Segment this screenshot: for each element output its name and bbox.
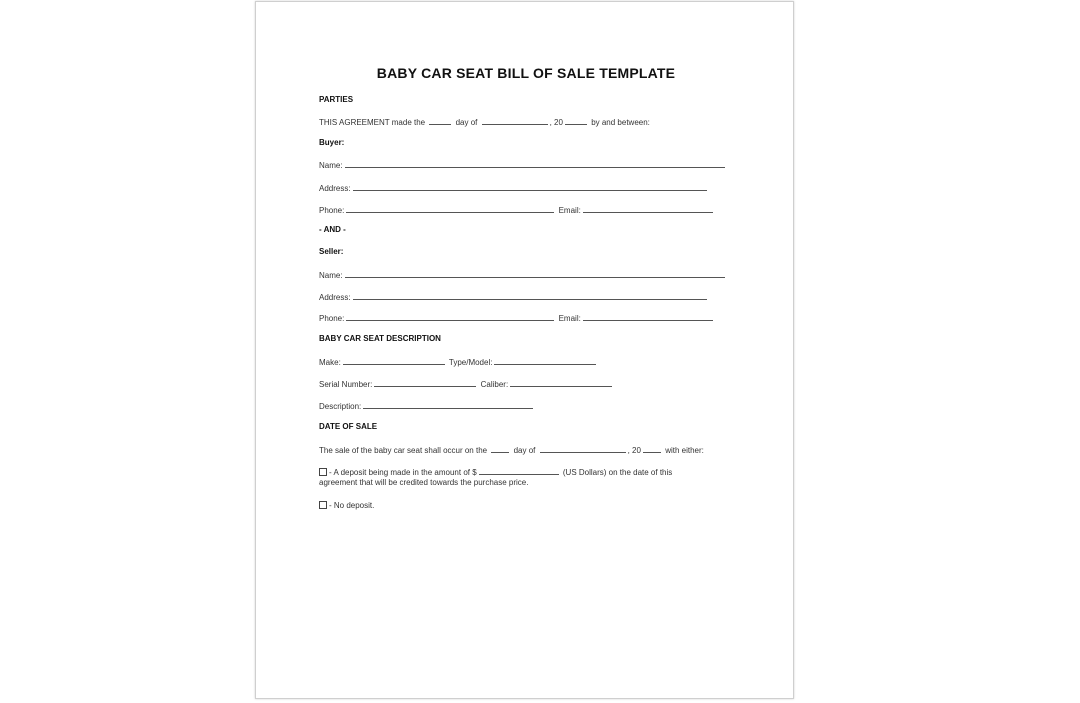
and-separator: - AND - xyxy=(319,225,346,234)
seller-address-field[interactable] xyxy=(353,291,707,300)
buyer-phone-label: Phone: xyxy=(319,206,345,215)
sale-day-label: day of xyxy=(513,446,536,455)
seller-email-label: Email: xyxy=(558,314,581,323)
seller-address-label: Address: xyxy=(319,293,351,302)
description-field[interactable] xyxy=(363,400,533,409)
sale-prefix: The sale of the baby car seat shall occur on the xyxy=(319,446,488,455)
no-deposit-label: - No deposit. xyxy=(329,501,375,510)
seller-phone-row xyxy=(319,312,715,324)
seller-email-field[interactable] xyxy=(583,312,713,321)
buyer-name-field[interactable] xyxy=(345,159,725,168)
buyer-name-label: Name: xyxy=(319,161,343,170)
agreement-prefix: THIS AGREEMENT made the xyxy=(319,118,426,127)
seller-address-row xyxy=(319,291,709,303)
seller-phone-field[interactable] xyxy=(346,312,554,321)
seller-name-field[interactable] xyxy=(345,269,725,278)
agreement-month-blank[interactable] xyxy=(482,116,548,125)
seller-phone-label: Phone: xyxy=(319,314,345,323)
sale-date-line xyxy=(319,444,704,456)
agreement-line xyxy=(319,116,650,128)
make-label: Make: xyxy=(319,358,341,367)
buyer-name-row xyxy=(319,159,727,171)
serial-number-label: Serial Number: xyxy=(319,380,373,389)
deposit-suffix: (US Dollars) on the date of this xyxy=(562,468,673,477)
buyer-address-field[interactable] xyxy=(353,182,707,191)
description-label: Description: xyxy=(319,402,362,411)
deposit-amount-field[interactable] xyxy=(479,466,559,475)
no-deposit-checkbox[interactable] xyxy=(319,501,327,509)
agreement-suffix: by and between: xyxy=(591,118,650,127)
description-row xyxy=(319,400,535,412)
agreement-year-blank[interactable] xyxy=(565,116,587,125)
no-deposit-option xyxy=(319,501,374,511)
date-of-sale-heading: DATE OF SALE xyxy=(319,422,378,431)
caliber-label: Caliber: xyxy=(480,380,509,389)
seller-name-row xyxy=(319,269,727,281)
sale-suffix: with either: xyxy=(665,446,704,455)
sale-year-blank[interactable] xyxy=(643,444,661,453)
type-model-field[interactable] xyxy=(494,356,596,365)
parties-heading: PARTIES xyxy=(319,95,354,104)
deposit-option-line2: agreement that will be credited towards the purchase price. xyxy=(319,478,529,487)
agreement-day-blank[interactable] xyxy=(429,116,451,125)
sale-year-label: , 20 xyxy=(627,446,641,455)
document-page xyxy=(255,1,794,699)
sale-month-blank[interactable] xyxy=(540,444,626,453)
buyer-address-label: Address: xyxy=(319,184,351,193)
caliber-field[interactable] xyxy=(510,378,612,387)
buyer-email-label: Email: xyxy=(558,206,581,215)
deposit-option-line1 xyxy=(319,466,672,478)
buyer-phone-row xyxy=(319,204,715,216)
type-model-label: Type/Model: xyxy=(448,358,493,367)
buyer-heading: Buyer: xyxy=(319,138,345,147)
description-heading: BABY CAR SEAT DESCRIPTION xyxy=(319,334,441,343)
serial-row xyxy=(319,378,614,390)
buyer-email-field[interactable] xyxy=(583,204,713,213)
seller-name-label: Name: xyxy=(319,271,343,280)
agreement-year-label: , 20 xyxy=(549,118,563,127)
make-row xyxy=(319,356,598,368)
deposit-prefix: - A deposit being made in the amount of $ xyxy=(329,468,477,477)
document-title: BABY CAR SEAT BILL OF SALE TEMPLATE xyxy=(376,65,676,81)
buyer-address-row xyxy=(319,182,709,194)
serial-number-field[interactable] xyxy=(374,378,476,387)
make-field[interactable] xyxy=(343,356,445,365)
agreement-day-label: day of xyxy=(455,118,478,127)
seller-heading: Seller: xyxy=(319,247,344,256)
deposit-checkbox[interactable] xyxy=(319,468,327,476)
sale-day-blank[interactable] xyxy=(491,444,509,453)
buyer-phone-field[interactable] xyxy=(346,204,554,213)
